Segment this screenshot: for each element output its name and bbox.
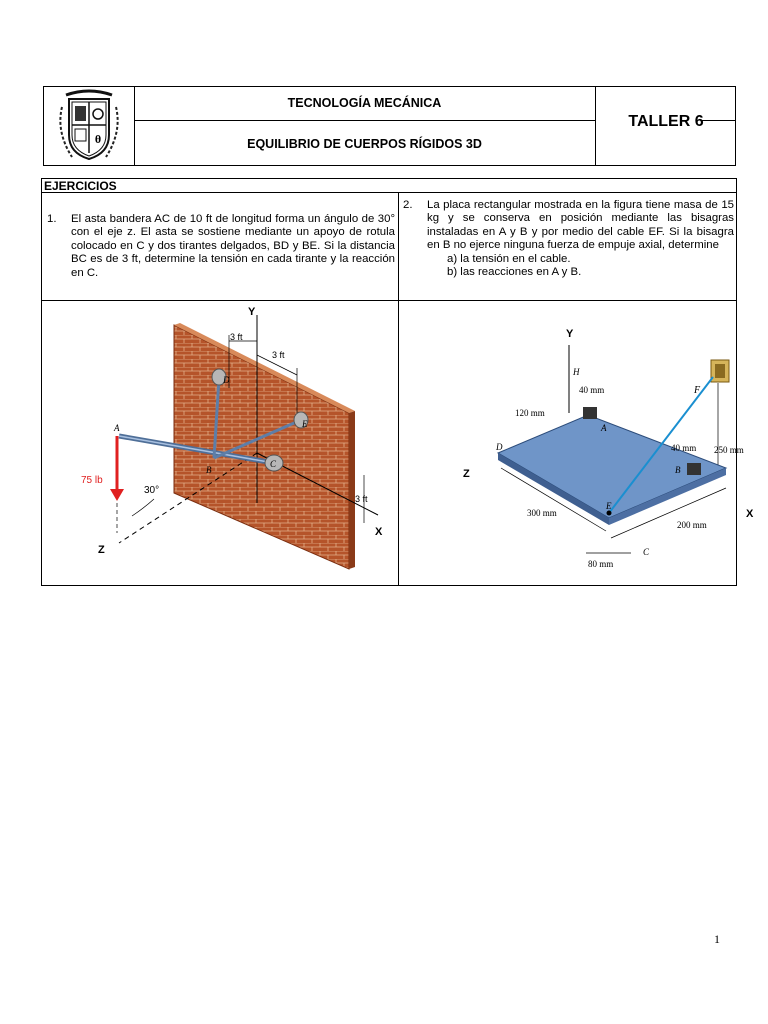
point-H: H [573,367,580,377]
point-B: B [206,465,212,475]
logo-cell [44,87,135,165]
point-C: C [643,547,650,557]
x-axis-label: X [375,526,383,538]
problem-2 [403,199,734,279]
angle-label: 30° [144,485,160,496]
point-D: D [496,442,503,452]
taller-cell [596,87,736,165]
page-number: 1 [714,932,720,946]
load-label: 75 lb [81,475,103,486]
dim-right: 3 ft [355,494,368,504]
x-axis-label: X [746,508,754,520]
point-A: A [601,423,607,433]
svg-text:θ: θ [94,132,102,146]
hinge-A [583,407,597,419]
header-right-rule [702,120,736,121]
header-titles [134,87,596,165]
point-C: C [270,459,277,469]
hinge-B [687,463,701,475]
z-axis-label: Z [463,468,470,480]
document-header [43,86,736,166]
point-A: A [114,423,120,433]
dim-200: 200 mm [677,520,707,530]
problem-2-text: La placa rectangular mostrada en la figura tiene masa de 15 kg y se conserva en posición mediante las bisagras instaladas en A y B y por medio del cable EF. Si la bisagra en B no ejerce ninguna fuerza de empuje axial, determine [427,199,734,252]
exercises-title: EJERCICIOS [42,179,736,193]
problem-2-part-b: b) las reacciones en A y B. [447,266,582,279]
point-D: D [223,375,230,385]
exercises-table [41,178,754,586]
brick-wall [174,325,349,569]
dim-120: 120 mm [515,408,545,418]
dim-top-1: 3 ft [230,332,243,342]
problem-1-text: El asta bandera AC de 10 ft de longitud forma un ángulo de 30° con el eje z. El asta se sostiene mediante un apoyo de rotula colocado en C y dos tirantes delgados, BD y BE. Si la distancia BC es de 3 ft, determine la tensión en cada tirante y la reacción en C. [71,213,395,279]
problem-2-part-a: a) la tensión en el cable. [447,252,571,265]
problem-1-number: 1. [47,213,57,225]
course-title: TECNOLOGÍA MECÁNICA [134,87,595,121]
dim-300: 300 mm [527,508,557,518]
dim-250: 250 mm [714,445,744,455]
row-divider [42,300,736,301]
dim-40b: 40 mm [671,443,697,453]
problem-1 [47,213,395,280]
dim-40a: 40 mm [579,385,605,395]
problem-2-number: 2. [403,199,413,211]
dim-80: 80 mm [588,559,614,569]
dim-top-2: 3 ft [272,350,285,360]
point-E: E [606,501,612,511]
column-divider [398,193,399,585]
figure-2-plate [401,303,754,583]
point-B: B [675,465,681,475]
university-seal-icon [44,87,134,165]
topic-title: EQUILIBRIO DE CUERPOS RÍGIDOS 3D [247,137,482,151]
figure-1-flagpole [44,303,396,583]
point-F: F [694,385,701,396]
y-axis-label: Y [566,328,574,340]
point-E: E [302,419,308,429]
z-axis-label: Z [98,544,105,556]
y-axis-label: Y [248,306,256,318]
taller-label: TALLER 6 [628,113,704,130]
